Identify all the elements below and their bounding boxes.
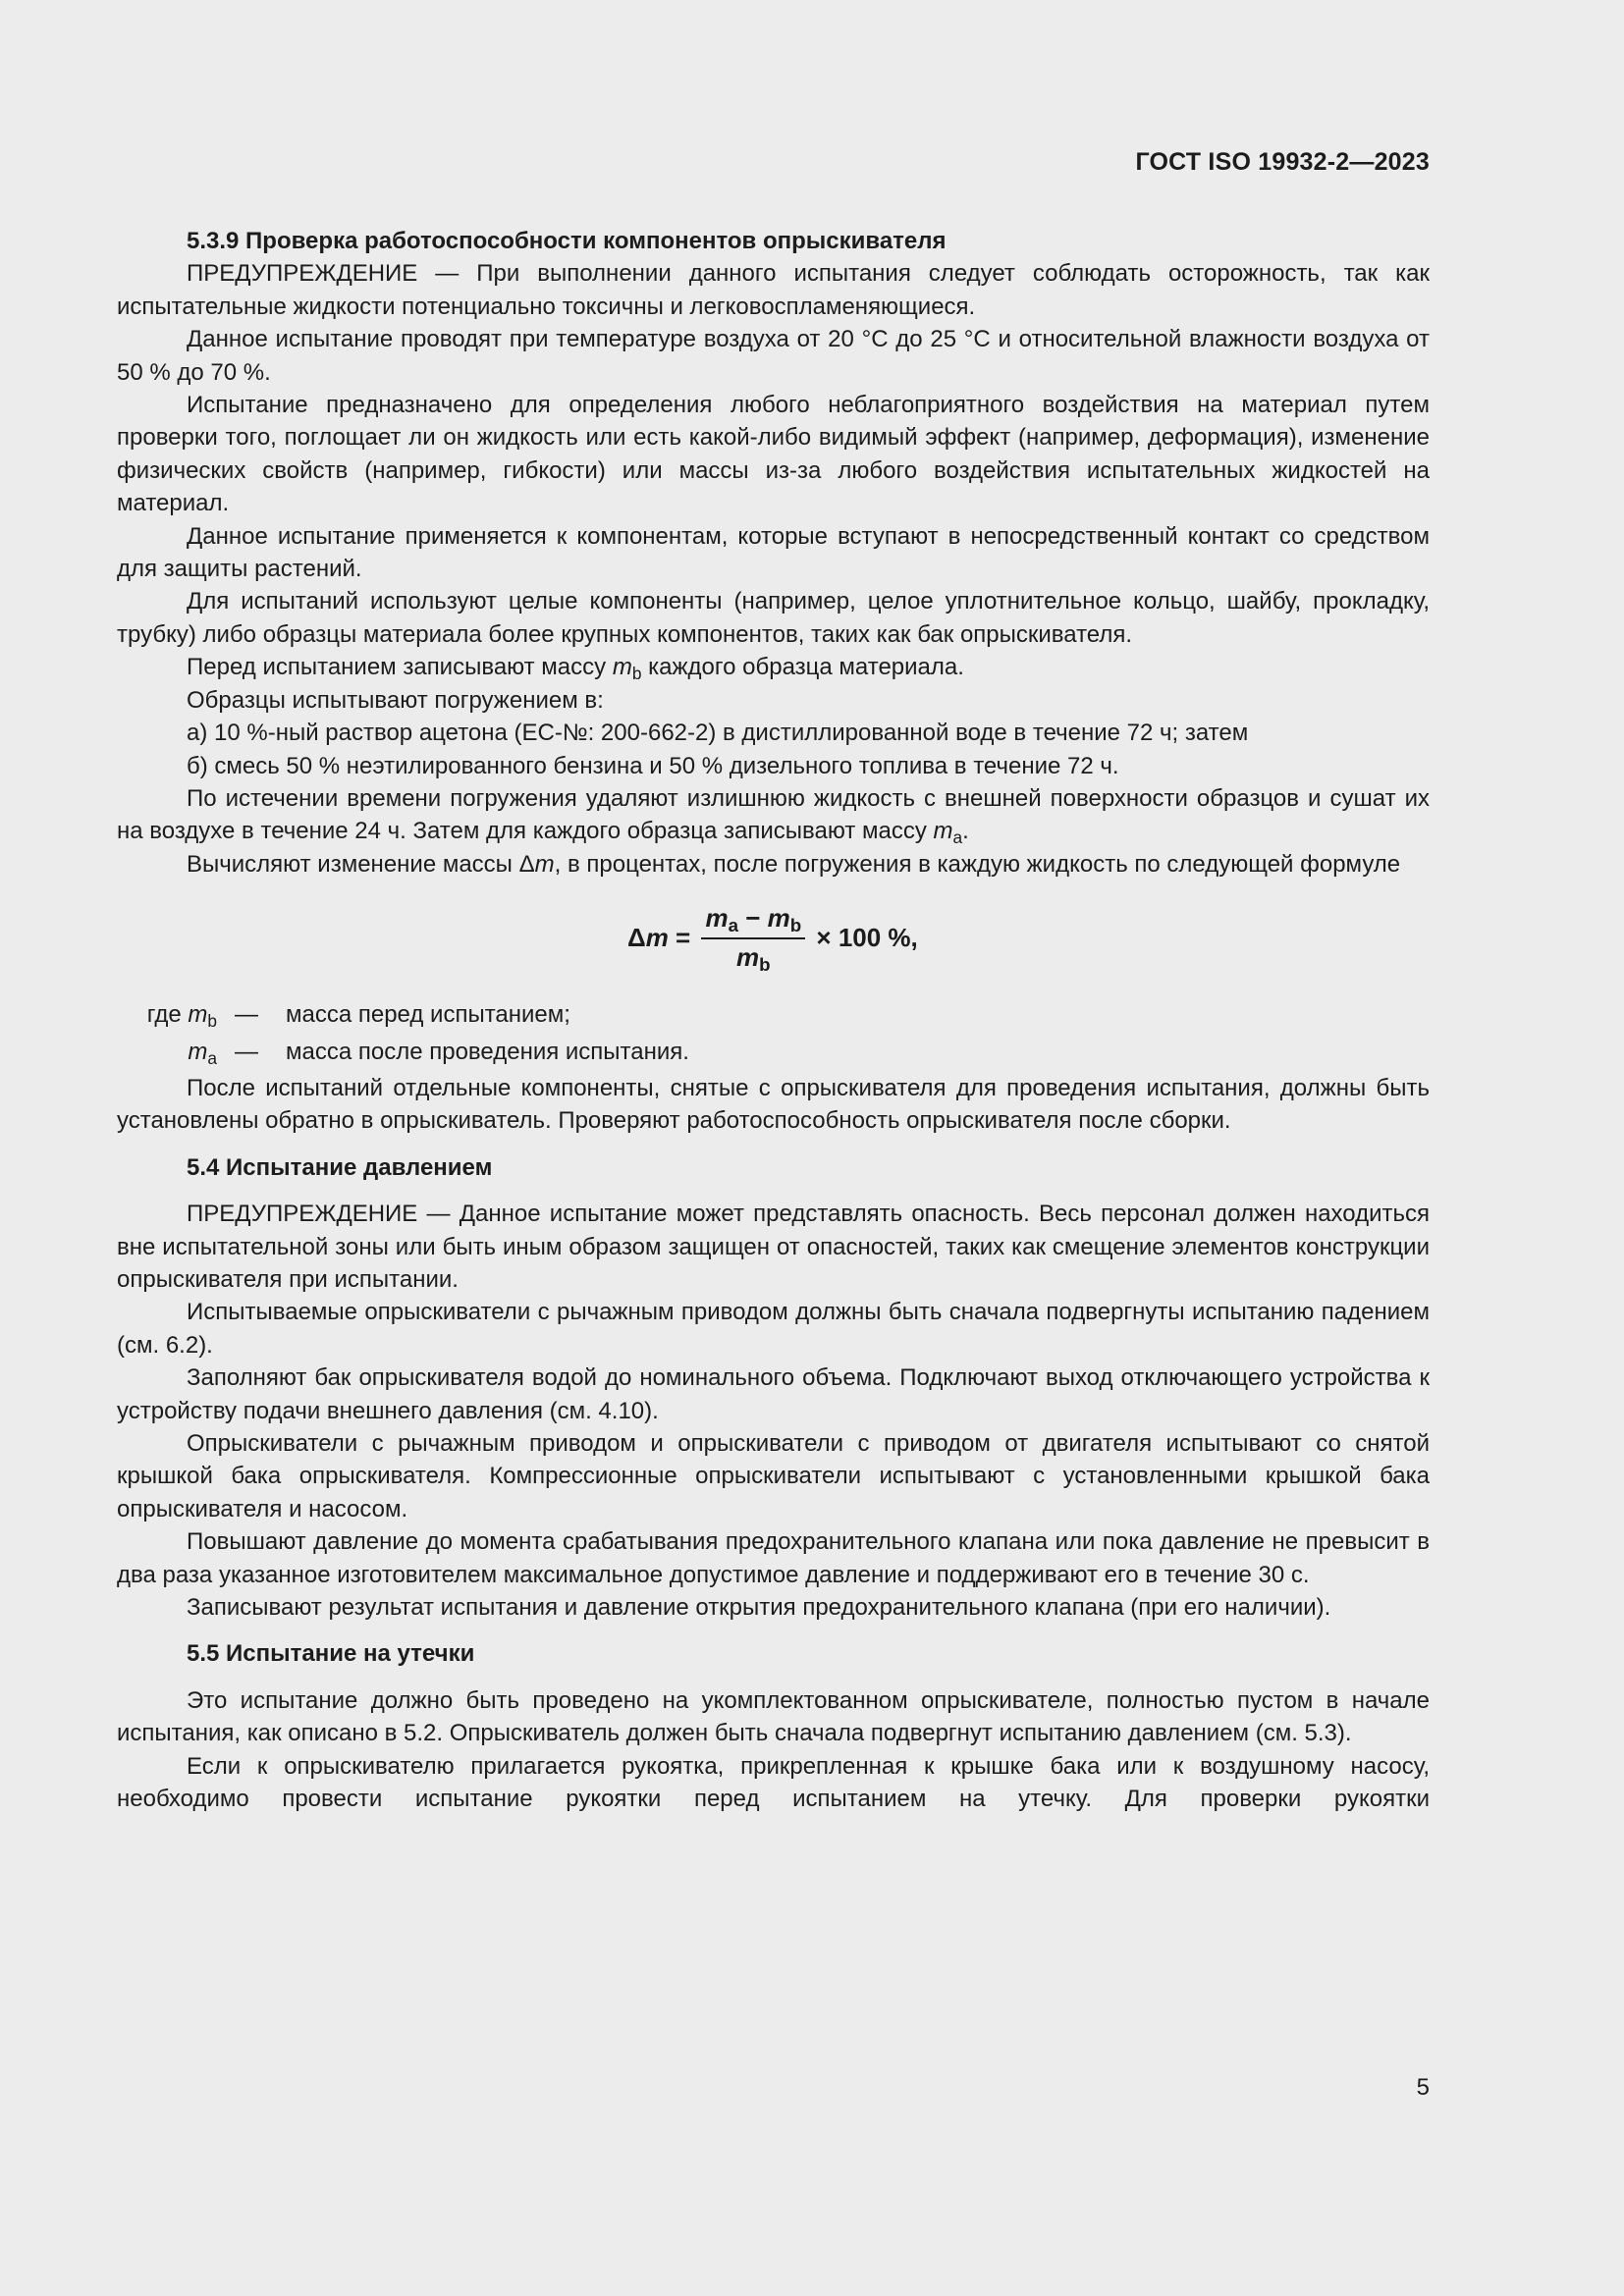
section-title-5-5: 5.5 Испытание на утечки <box>187 1640 475 1668</box>
paragraph: Вычисляют изменение массы Δm, в процентах, после погружения в каждую жидкость по следующей формуле <box>187 850 1401 878</box>
paragraph: По истечении времени погружения удаляют излишнюю жидкость с внешней поверхности образцов и сушат их на воздухе в течение 24 ч. Затем для каждого образца записывают массу $m_a$. <box>117 784 1430 848</box>
paragraph: Это испытание должно быть проведено на укомплектованном опрыскивателе, полностью пустом в начале испытания, как описано в 5.2. Опрыскиватель должен быть сначала подвергнут испытанию давлением (см. 5.3). <box>117 1686 1430 1747</box>
section-title-5-4: 5.4 Испытание давлением <box>187 1153 493 1181</box>
definition-row: $m_a$ — масса после проведения испытания. <box>188 1038 689 1068</box>
paragraph: Испытание предназначено для определения любого неблагоприятного воздействия на материал путем проверки того, поглощает ли он жидкость или есть какой-либо видимый эффект (например, деформация), изменение физических свойств (например, гибкости) или массы из-за любого воздействия испытательных жидкостей на материал. <box>117 392 1430 517</box>
warning-paragraph: ПРЕДУПРЕЖДЕНИЕ — При выполнении данного испытания следует соблюдать осторожность, так как испытательные жидкости потенциально токсичны и легковоспламеняющиеся. <box>117 260 1430 320</box>
paragraph: После испытаний отдельные компоненты, снятые с опрыскивателя для проведения испытания, должны быть установлены обратно в опрыскиватель. Проверяют работоспособность опрыскивателя после сборки. <box>117 1074 1430 1135</box>
paragraph: Образцы испытывают погружением в: <box>187 686 604 714</box>
paragraph: Заполняют бак опрыскивателя водой до номинального объема. Подключают выход отключающего устройства к устройству подачи внешнего давления (см. 4.10). <box>117 1364 1430 1424</box>
paragraph: Для испытаний используют целые компоненты (например, целое уплотнительное кольцо, шайбу, прокладку, трубку) либо образцы материала более крупных компонентов, таких как бак опрыскивателя. <box>117 588 1430 648</box>
document-body <box>117 225 1430 1815</box>
paragraph: Перед испытанием записывают массу $m_b$ каждого образца материала. <box>187 654 964 684</box>
formula-fraction: $\frac{m_a - m_b}{m_b}$ <box>701 902 805 974</box>
mass-change-formula: Δ m = $\frac{m_a - m_b}{m_b}$ × 100 %, <box>627 903 918 975</box>
list-item: б) смесь 50 % неэтилированного бензина и 50 % дизельного топлива в течение 72 ч. <box>187 752 1119 779</box>
warning-paragraph: ПРЕДУПРЕЖДЕНИЕ — Данное испытание может представлять опасность. Весь персонал должен находиться вне испытательной зоны или быть иным образом защищен от опасностей, таких как смещение элементов конструкции опрыскивателя при испытании. <box>117 1201 1430 1293</box>
paragraph: Если к опрыскивателю прилагается рукоятка, прикрепленная к крышке бака или к воздушному насосу, необходимо провести испытание рукоятки перед испытанием на утечку. Для проверки рукоятки <box>117 1752 1430 1813</box>
paragraph: Повышают давление до момента срабатывания предохранительного клапана или пока давление не превысит в два раза указанное изготовителем максимальное допустимое давление и поддерживают его в течение 30 с. <box>117 1528 1430 1588</box>
paragraph: Данное испытание проводят при температуре воздуха от 20 °C до 25 °C и относительной влажности воздуха от 50 % до 70 %. <box>117 326 1430 386</box>
section-title-5-3-9: 5.3.9 Проверка работоспособности компонентов опрыскивателя <box>187 228 947 254</box>
paragraph: Испытываемые опрыскиватели с рычажным приводом должны быть сначала подвергнуты испытанию падением (см. 6.2). <box>117 1299 1430 1359</box>
document-header: ГОСТ ISO 19932-2—2023 <box>1135 148 1430 176</box>
paragraph: Записывают результат испытания и давление открытия предохранительного клапана (при его наличии). <box>187 1594 1331 1622</box>
definition-row: где $m_b$ — масса перед испытанием; <box>146 1001 570 1031</box>
paragraph: Данное испытание применяется к компонентам, которые вступают в непосредственный контакт со средством для защиты растений. <box>117 522 1430 583</box>
list-item: а) 10 %-ный раствор ацетона (EC-№: 200-662-2) в дистиллированной воде в течение 72 ч; затем <box>187 720 1249 747</box>
paragraph: Опрыскиватели с рычажным приводом и опрыскиватели с приводом от двигателя испытывают со снятой крышкой бака опрыскивателя. Компрессионные опрыскиватели испытывают с установленными крышкой бака опрыскивателя и насосом. <box>117 1430 1430 1522</box>
variable-definitions <box>117 998 1430 1068</box>
page-number: 5 <box>1416 2074 1430 2101</box>
